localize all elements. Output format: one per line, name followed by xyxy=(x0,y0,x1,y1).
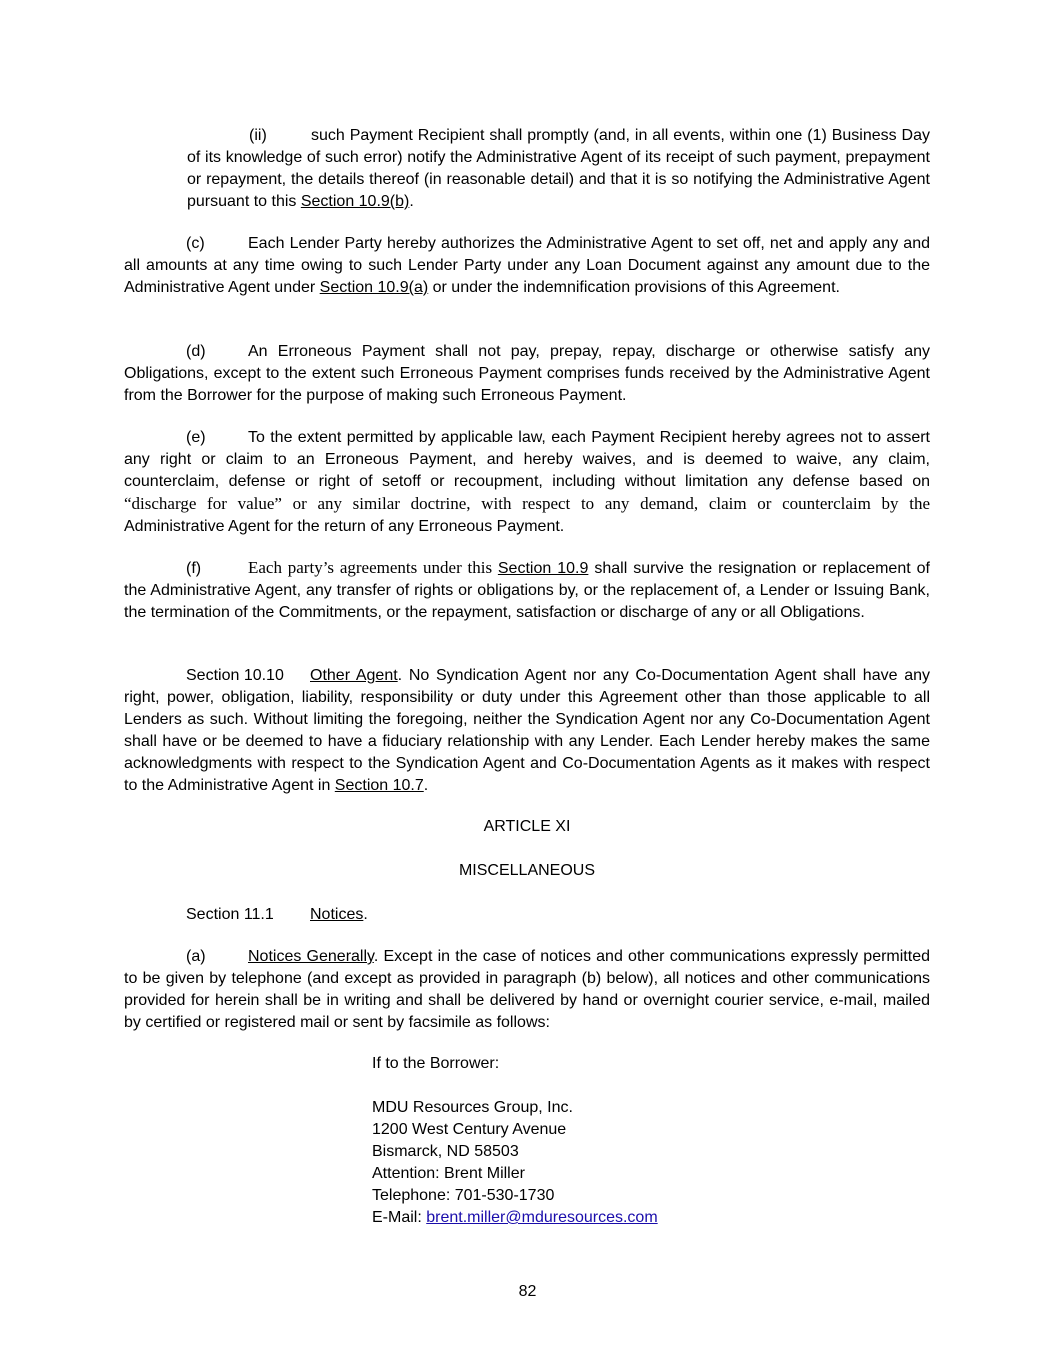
paragraph-c-text-end: or under the indemnification provisions of this Agreement. xyxy=(428,279,840,296)
paragraph-f-serif-text: Each party’s agreements under this xyxy=(248,558,498,577)
section-10-9-ref: Section 10.9 xyxy=(497,560,589,577)
paragraph-e-label: (e) xyxy=(186,429,206,446)
address-line: MDU Resources Group, Inc. xyxy=(372,1099,573,1116)
paragraph-c-text: Each Lender Party hereby authorizes the Administrative Agent to set off, net and apply any and all amounts at any time owing to such Lender Party under any Loan Document against any amount due to the Administrative Agent under xyxy=(124,235,930,296)
address-line: Bismarck, ND 58503 xyxy=(372,1143,519,1160)
section-10-9-b-ref: Section 10.9(b) xyxy=(300,193,410,210)
email-line xyxy=(372,1207,658,1229)
paragraph-ii-end: . xyxy=(409,193,414,210)
paragraph-e-text: To the extent permitted by applicable law, each Payment Recipient hereby agrees not to assert any right or claim to an Erroneous Payment, and hereby waives, and is deemed to waive, any claim, counterclaim, defense or right of setoff or recoupment, including without limitation any defense based on xyxy=(124,429,930,490)
paragraph-c xyxy=(124,233,930,299)
paragraph-f-text: shall survive the resignation or replacement of the Administrative Agent, any transfer of rights or obligations by, or the replacement of, a Lender or Issuing Bank, the termination of the Commitments, or the repayment, satisfaction or discharge of any or all Obligations. xyxy=(124,560,930,621)
article-title: MISCELLANEOUS xyxy=(458,862,596,879)
section-10-10-title: Other Agent xyxy=(310,667,398,684)
paragraph-a-label: (a) xyxy=(186,948,206,965)
address-line: Attention: Brent Miller xyxy=(372,1165,525,1182)
address-heading: If to the Borrower: xyxy=(372,1055,500,1072)
paragraph-ii-text: such Payment Recipient shall promptly (and, in all events, within one (1) Business Day of its knowledge of such error) notify the Administrative Agent of its receipt of such payment, prepayment or repayment, the details thereof (in reasonable detail) and that it is so notifying the Administrative Agent pursuant to this xyxy=(187,127,930,210)
paragraph-f xyxy=(124,557,930,624)
paragraph-c-label: (c) xyxy=(186,235,205,252)
email-label: E-Mail: xyxy=(372,1209,427,1226)
email-link[interactable]: brent.miller@mduresources.com xyxy=(426,1209,658,1226)
paragraph-ii-label: (ii) xyxy=(249,127,267,144)
notices-generally-title: Notices Generally xyxy=(248,948,374,965)
section-11-1 xyxy=(124,904,930,926)
paragraph-e-text-end: Administrative Agent for the return of any Erroneous Payment. xyxy=(124,518,565,535)
paragraph-d-text: An Erroneous Payment shall not pay, prepay, repay, discharge or otherwise satisfy any Obligations, except to the extent such Erroneous Payment comprises funds received by the Administrative Agent from the Borrower for the purpose of making such Erroneous Payment. xyxy=(124,343,930,404)
paragraph-e xyxy=(124,427,930,538)
article-heading: ARTICLE XI xyxy=(483,818,571,835)
paragraph-ii xyxy=(187,125,930,213)
paragraph-f-label: (f) xyxy=(186,560,202,577)
section-11-1-number: Section 11.1 xyxy=(186,906,274,923)
section-10-10-end: . xyxy=(423,777,429,794)
section-10-9-a-ref: Section 10.9(a) xyxy=(319,279,429,296)
paragraph-a xyxy=(124,946,930,1034)
section-11-1-title: Notices xyxy=(310,906,364,923)
paragraph-a-text: . Except in the case of notices and other communications expressly permitted to be given by telephone (and except as provided in paragraph (b) below), all notices and other communications provided for herein shall be in writing and shall be delivered by hand or overnight courier service, e-mail, mailed by certified or registered mail or sent by facsimile as follows: xyxy=(124,948,930,1031)
section-10-10 xyxy=(124,665,930,797)
section-10-10-text: . No Syndication Agent nor any Co-Documentation Agent shall have any right, power, obligation, liability, responsibility or duty under this Agreement other than those applicable to all Lenders as such. Without limiting the foregoing, neither the Syndication Agent nor any Co-Documentation Agent shall have or be deemed to have a fiduciary relationship with any Lender. Each Lender hereby makes the same acknowledgments with respect to the Syndication Agent and Co-Documentation Agents as it makes with respect to the Administrative Agent in xyxy=(124,667,931,794)
address-line: 1200 West Century Avenue xyxy=(372,1121,567,1138)
paragraph-d xyxy=(124,341,930,407)
paragraph-d-label: (d) xyxy=(186,343,206,360)
page-number: 82 xyxy=(518,1283,537,1300)
address-line: Telephone: 701-530-1730 xyxy=(372,1187,555,1204)
section-10-7-ref: Section 10.7 xyxy=(334,777,424,794)
section-10-10-number: Section 10.10 xyxy=(186,667,284,684)
section-11-1-period: . xyxy=(363,906,368,923)
paragraph-e-serif-text: “discharge for value” or any similar doctrine, with respect to any demand, claim or counterclaim by the xyxy=(124,494,930,513)
